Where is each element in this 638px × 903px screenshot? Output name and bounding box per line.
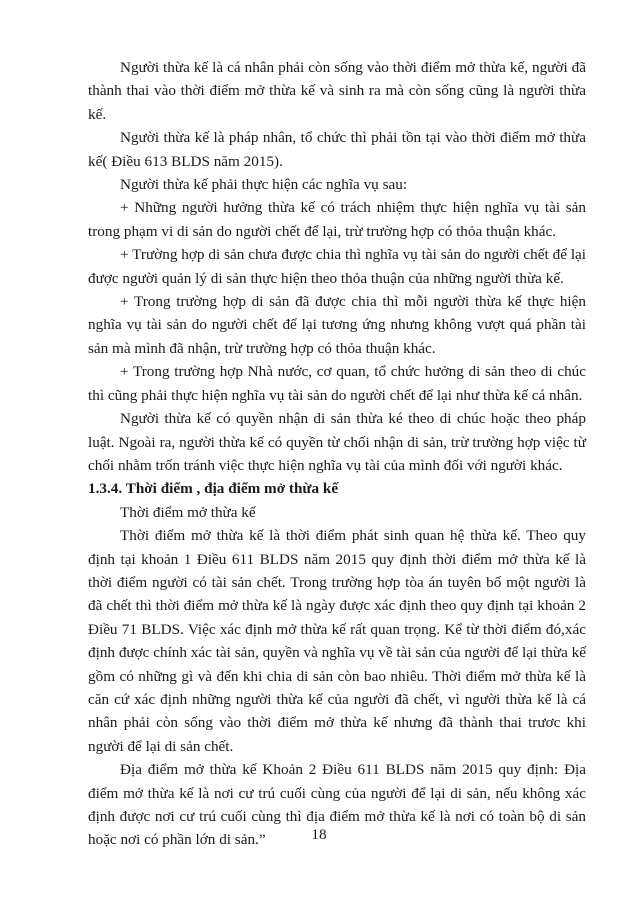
- paragraph-time-of-opening: Thời điểm mở thừa kế là thời điểm phát sinh quan hệ thừa kế. Theo quy định tại khoản 1 Điều 611 BLDS năm 2015 quy định thời điểm mở thừa kế là thời điểm người có tài sản chết. Trong trường hợp tòa án tuyên bố một người là đã chết thì thời điểm mở thừa kế là ngày được xác định theo quy định tại khoản 2 Điều 71 BLDS. Việc xác định mở thừa kế rất quan trọng. Kể từ thời điểm đó,xác định được chính xác tài sản, quyền và nghĩa vụ về tài sản của người để lại thừa kế gồm có những gì và đến khi chia di sản còn bao nhiêu. Thời điểm mở thừa kế là căn cứ xác định những người thừa kế của người đã chết, vì người thừa kế là cá nhân phải còn sống vào thời điểm mở thừa kế nhưng đã thành thai trươc khi người để lại di sản chết.: [88, 527, 586, 755]
- paragraph-place-of-opening: Địa điểm mở thừa kế Khoản 2 Điều 611 BLDS năm 2015 quy định: Địa điểm mở thừa kế là nơi cư trú cuối cùng của người để lại di sản, nếu không xác định được nơi cư trú cuối cùng thì địa điểm mở thừa kế là nơi có toàn bộ di sản hoặc nơi có phần lớn di sản.”: [88, 761, 586, 849]
- paragraph-subheading-time: Thời điểm mở thừa kế: [120, 503, 256, 521]
- section-heading: 1.3.4. Thời điểm , địa điểm mở thừa kế: [88, 480, 339, 498]
- paragraph-heir-individual: Người thừa kế là cá nhân phải còn sống vào thời điểm mở thừa kế, người đã thành thai vào thời điểm mở thừa kế và sinh ra mà còn sống cũng là người thừa kế.: [88, 59, 586, 123]
- paragraph-obligation-4: + Trong trường hợp Nhà nước, cơ quan, tổ chức hưởng di sản theo di chúc thì cũng phải thực hiện nghĩa vụ tài sản do người chết để lại như thừa kế cá nhân.: [88, 363, 586, 404]
- paragraph-heir-rights: Người thừa kế có quyền nhận di sản thừa ké theo di chúc hoặc theo pháp luật. Ngoài ra, người thừa kế có quyền từ chối nhận di sản, trừ trường hợp việc từ chối nhằm trốn tránh việc thực hiện nghĩa vụ tài của mình đối với người khác.: [88, 410, 586, 474]
- paragraph-obligation-2: + Trường hợp di sản chưa được chia thì nghĩa vụ tài sản do người chết để lại được người quản lý di sản thực hiện theo thỏa thuận của những người thừa kế.: [88, 246, 586, 287]
- document-page: [88, 56, 586, 852]
- paragraph-obligation-1: + Những người hưởng thừa kế có trách nhiệm thực hiện nghĩa vụ tài sản trong phạm vi di sản do người chết để lại, trừ trường hợp có thỏa thuận khác.: [88, 199, 586, 240]
- paragraph-obligations-intro: Người thừa kế phải thực hiện các nghĩa vụ sau:: [120, 176, 408, 194]
- paragraph-heir-legal-entity: Người thừa kế là pháp nhân, tổ chức thì phải tồn tại vào thời điểm mở thừa kế( Điều 613 BLDS năm 2015).: [88, 129, 586, 170]
- paragraph-obligation-3: + Trong trường hợp di sản đã được chia thì mỗi người thừa kế thực hiện nghĩa vụ tài sản do người chết để lại tương ứng nhưng không vượt quá phần tài sản mà mình đã nhận, trừ trường hợp có thỏa thuận khác.: [88, 293, 586, 357]
- page-number: 18: [311, 826, 327, 843]
